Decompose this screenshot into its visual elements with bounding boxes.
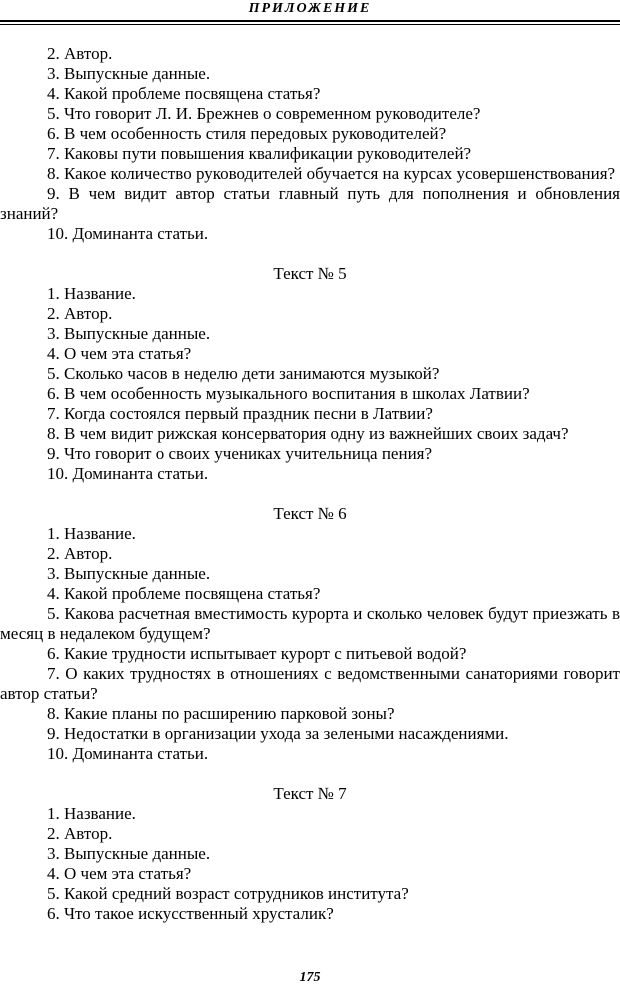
question-item: 2. Автор. bbox=[47, 304, 113, 323]
question-item: 8. Какое количество руководителей обучается на курсах усовершенствования? bbox=[47, 164, 616, 183]
question-item: 4. Какой проблеме посвящена статья? bbox=[47, 584, 321, 603]
question-item: 10. Доминанта статьи. bbox=[47, 464, 209, 483]
question-item: 6. В чем особенность музыкального воспитания в школах Латвии? bbox=[47, 384, 530, 403]
question-item: 8. В чем видит рижская консерватория одну из важнейших своих задач? bbox=[47, 424, 569, 443]
question-item: 3. Выпускные данные. bbox=[47, 844, 211, 863]
question-item: 2. Автор. bbox=[47, 824, 113, 843]
question-item: 1. Название. bbox=[47, 524, 136, 543]
question-item: 5. Какова расчетная вместимость курорта и сколько человек будут приезжать в месяц в недалеком будущем? bbox=[0, 604, 620, 643]
question-item: 2. Автор. bbox=[47, 44, 113, 63]
header-rule-thin bbox=[0, 24, 620, 25]
question-item: 6. Какие трудности испытывает курорт с питьевой водой? bbox=[47, 644, 467, 663]
question-item: 4. О чем эта статья? bbox=[47, 864, 192, 883]
question-item: 3. Выпускные данные. bbox=[47, 564, 211, 583]
question-item: 2. Автор. bbox=[47, 544, 113, 563]
question-item: 9. В чем видит автор статьи главный путь для пополнения и обновления знаний? bbox=[0, 184, 620, 223]
question-item: 4. Какой проблеме посвящена статья? bbox=[47, 84, 321, 103]
question-item: 1. Название. bbox=[47, 284, 136, 303]
text5-questions bbox=[0, 284, 620, 484]
question-item: 5. Что говорит Л. И. Брежнев о современном руководителе? bbox=[47, 104, 481, 123]
text7-questions bbox=[0, 804, 620, 924]
page-content bbox=[0, 44, 620, 924]
question-item: 7. Когда состоялся первый праздник песни в Латвии? bbox=[47, 404, 433, 423]
section-title-text5: Текст № 5 bbox=[273, 264, 347, 283]
question-item: 8. Какие планы по расширению парковой зоны? bbox=[47, 704, 395, 723]
section-title-text6: Текст № 6 bbox=[273, 504, 347, 523]
question-item: 9. Что говорит о своих учениках учительница пения? bbox=[47, 444, 433, 463]
text6-questions bbox=[0, 524, 620, 764]
question-item: 4. О чем эта статья? bbox=[47, 344, 192, 363]
question-item: 9. Недостатки в организации ухода за зелеными насаждениями. bbox=[47, 724, 509, 743]
page-number: 175 bbox=[299, 970, 321, 985]
question-item: 7. О каких трудностях в отношениях с ведомственными санаториями говорит автор статьи? bbox=[0, 664, 620, 703]
section-title-text7: Текст № 7 bbox=[273, 784, 347, 803]
question-item: 5. Сколько часов в неделю дети занимаются музыкой? bbox=[47, 364, 440, 383]
question-item: 3. Выпускные данные. bbox=[47, 324, 211, 343]
running-header: ПРИЛОЖЕНИЕ bbox=[248, 1, 372, 16]
question-item: 10. Доминанта статьи. bbox=[47, 224, 209, 243]
header-rule bbox=[0, 20, 620, 22]
question-item: 5. Какой средний возраст сотрудников института? bbox=[47, 884, 409, 903]
question-item: 3. Выпускные данные. bbox=[47, 64, 211, 83]
question-item: 1. Название. bbox=[47, 804, 136, 823]
question-item: 6. В чем особенность стиля передовых руководителей? bbox=[47, 124, 447, 143]
question-item: 10. Доминанта статьи. bbox=[47, 744, 209, 763]
question-item: 7. Каковы пути повышения квалификации руководителей? bbox=[47, 144, 472, 163]
intro-questions bbox=[0, 44, 620, 244]
question-item: 6. Что такое искусственный хрусталик? bbox=[47, 904, 334, 923]
